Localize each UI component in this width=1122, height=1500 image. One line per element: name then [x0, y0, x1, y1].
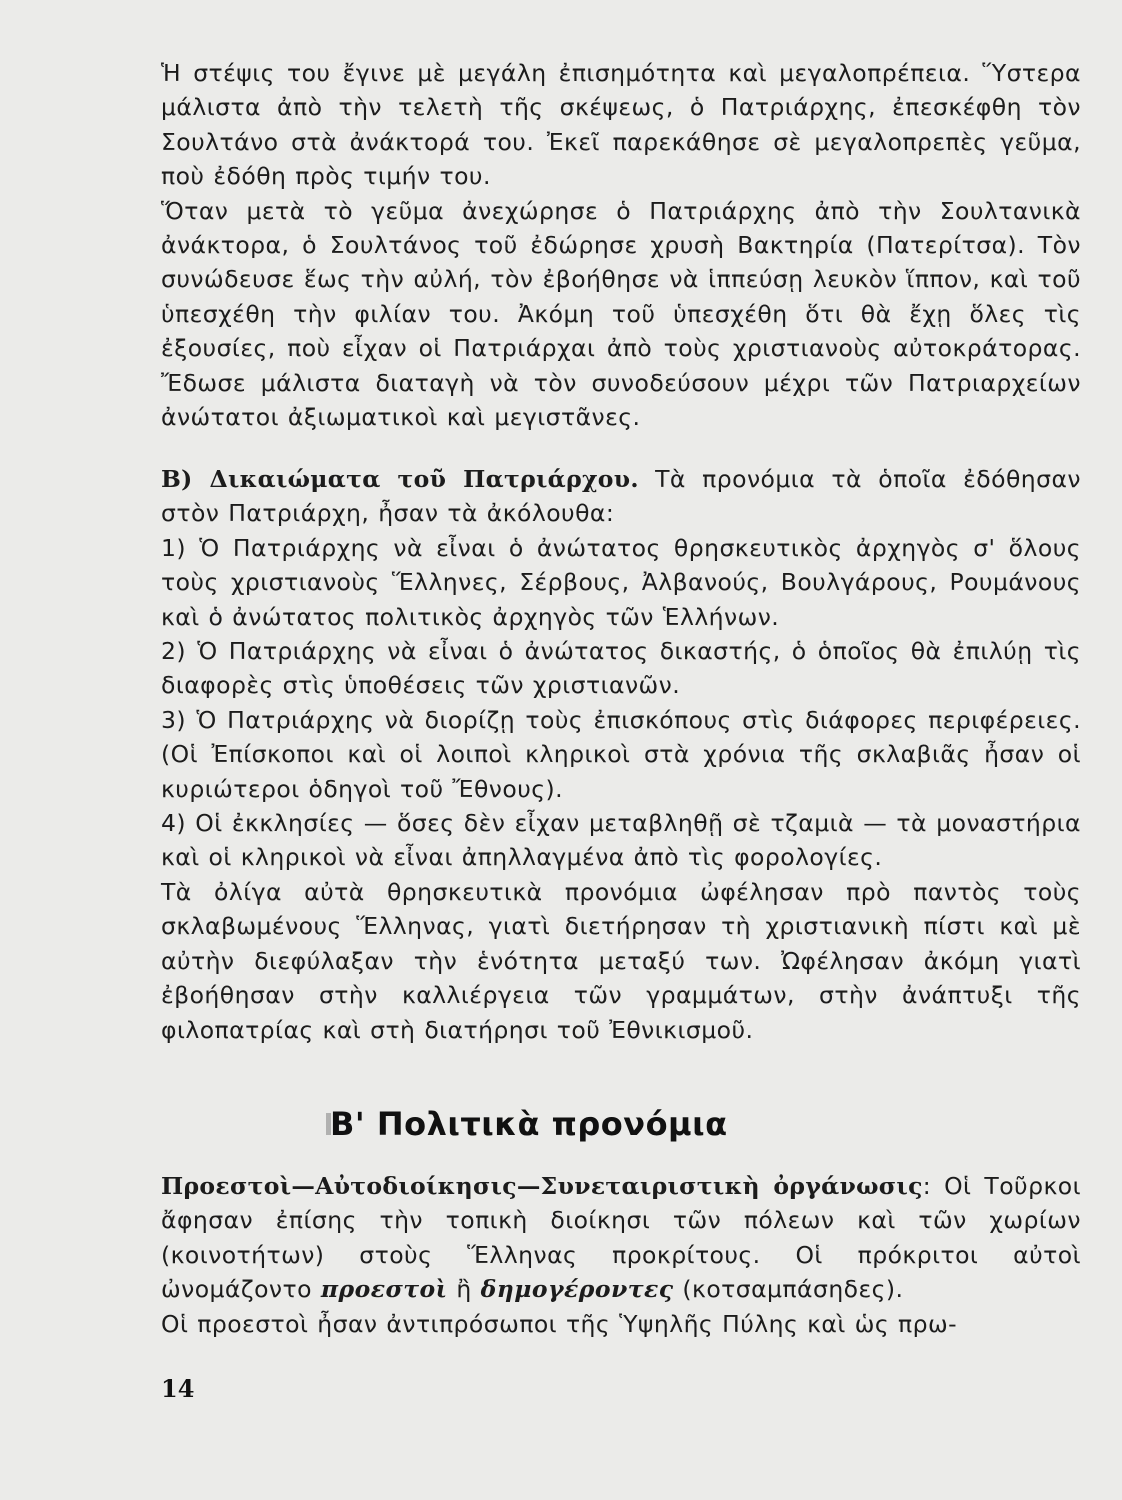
page-number: 14 [161, 1374, 195, 1403]
top-paragraphs [161, 56, 1081, 434]
term-proestoi: προεστοὶ [320, 1275, 448, 1304]
right-item-2: 2) Ὁ Πατριάρχης νὰ εἶναι ὁ ἀνώτατος δικαστής, ὁ ὁποῖος θὰ ἐπιλύῃ τὶς διαφορὲς στὶς ὑποθέσεις τῶν χριστιανῶν. [161, 637, 1081, 700]
term-dimogerontes: δημογέροντες [480, 1275, 674, 1304]
last-paragraph: Οἱ προεστοὶ ἦσαν ἀντιπρόσωποι τῆς Ὑψηλῆς Πύλης καὶ ὡς πρω- [161, 1309, 958, 1338]
section-title: Β' Πολιτικὰ προνόμια [330, 1105, 728, 1143]
political-lead: Προεστοὶ—Αὐτοδιοίκησις—Συνεταιριστικὴ ὀργάνωσις [161, 1172, 923, 1200]
rights-conclusion: Τὰ ὀλίγα αὐτὰ θρησκευτικὰ προνόμια ὠφέλησαν πρὸ παντὸς τοὺς σκλαβωμένους Ἕλληνας, γιατὶ διετήρησαν τὴ χριστιανικὴ πίστι καὶ μὲ αὐτὴν διεφύλαξαν τὴν ἑνότητα μεταξύ των. Ὠφέλησαν ἀκόμη γιατὶ ἐβοήθησαν στὴν καλλιέργεια τῶν γραμμάτων, στὴν ἀνάπτυξι τῆς φιλοπατρίας καὶ στὴ διατήρησι τοῦ Ἐθνικισμοῦ. [161, 877, 1081, 1044]
rights-intro-text: Τὰ προνόμια τὰ ὁποῖα ἐδόθησαν στὸν Πατριάρχη, ἦσαν τὰ ἀκόλουθα: [161, 465, 1081, 528]
political-text: : Οἱ Τοῦρκοι ἄφησαν ἐπίσης τὴν τοπικὴ διοίκησι τῶν πόλεων καὶ τῶν χωρίων (κοινοτήτων) στοὺς Ἕλληνας προκρίτους. Οἱ πρόκριτοι αὐτοὶ ὠνομάζοντο [161, 1172, 1081, 1304]
patriarch-rights-section [161, 462, 1081, 1047]
rights-heading: Β) Δικαιώματα τοῦ Πατριάρχου. [161, 465, 639, 493]
right-item-1: 1) Ὁ Πατριάρχης νὰ εἶναι ὁ ἀνώτατος θρησκευτικὸς ἀρχηγὸς σ' ὅλους τοὺς χριστιανοὺς Ἕλληνες, Σέρβους, Ἀλβανούς, Βουλγάρους, Ρουμάνους καὶ ὁ ἀνώτατος πολιτικὸς ἀρχηγὸς τῶν Ἑλλήνων. [161, 533, 1081, 631]
political-tail: (κοτσαμπάσηδες). [673, 1275, 904, 1304]
political-paragraph [161, 1169, 1081, 1307]
political-privileges-section [161, 1169, 1081, 1341]
rights-intro [161, 462, 1081, 531]
right-item-4: 4) Οἱ ἐκκλησίες — ὅσες δὲν εἶχαν μεταβληθῇ σὲ τζαμιὰ — τὰ μοναστήρια καὶ οἱ κληρικοὶ νὰ εἶναι ἀπηλλαγμένα ἀπὸ τὶς φορολογίες. [161, 809, 1081, 872]
coronation-paragraph: Ἡ στέψις του ἔγινε μὲ μεγάλη ἐπισημότητα καὶ μεγαλοπρέπεια. Ὕστερα μάλιστα ἀπὸ τὴν τελετὴ τῆς σκέψεως, ὁ Πατριάρχης, ἐπεσκέφθη τὸν Σουλτάνο στὰ ἀνάκτορά του. Ἐκεῖ παρεκάθησε σὲ μεγαλοπρεπὲς γεῦμα, ποὺ ἐδόθη πρὸς τιμήν του. [161, 59, 1081, 191]
sultan-gifts-paragraph: Ὅταν μετὰ τὸ γεῦμα ἀνεχώρησε ὁ Πατριάρχης ἀπὸ τὴν Σουλτανικὰ ἀνάκτορα, ὁ Σουλτάνος τοῦ ἐδώρησε χρυσὴ Βακτηρία (Πατερίτσα). Τὸν συνώδευσε ἕως τὴν αὐλή, τὸν ἐβοήθησε νὰ ἱππεύσῃ λευκὸν ἵππον, καὶ τοῦ ὑπεσχέθη τὴν φιλίαν του. Ἀκόμη τοῦ ὑπεσχέθη ὅτι θὰ ἔχῃ ὅλες τὶς ἐξουσίες, ποὺ εἶχαν οἱ Πατριάρχαι ἀπὸ τοὺς χριστιανοὺς αὐτοκράτορας. Ἔδωσε μάλιστα διαταγὴ νὰ τὸν συνοδεύσουν μέχρι τῶν Πατριαρχείων ἀνώτατοι ἀξιωματικοὶ καὶ μεγιστᾶνες. [161, 196, 1081, 432]
term-connector: ἢ [447, 1275, 481, 1304]
right-item-3: 3) Ὁ Πατριάρχης νὰ διορίζῃ τοὺς ἐπισκόπους στὶς διάφορες περιφέρειες. (Οἱ Ἐπίσκοποι καὶ οἱ λοιποὶ κληρικοὶ στὰ χρόνια τῆς σκλαβιᾶς ἦσαν οἱ κυριώτεροι ὁδηγοὶ τοῦ Ἔθνους). [161, 705, 1081, 803]
